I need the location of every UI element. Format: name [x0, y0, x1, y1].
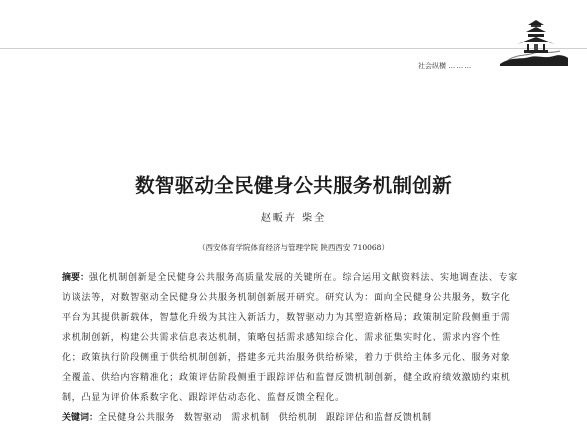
keywords-label: 关键词： [62, 413, 99, 423]
column-name: 社会纵横 [418, 62, 446, 70]
authors: 赵畈卉 柴全 [260, 213, 327, 224]
affiliation: （西安体育学院体育经济与管理学院 陕西西安 710068） [198, 243, 389, 252]
keyword: 全民健身公共服务 [98, 413, 175, 423]
keywords [62, 408, 532, 428]
keyword: 数智驱动 [183, 413, 223, 423]
keyword: 跟踪评估和监督反馈机制 [326, 413, 432, 423]
column-dots: ……… [448, 62, 473, 70]
pavilion-logo-icon [498, 20, 570, 66]
abstract-text: 强化机制创新是全民健身公共服务高质量发展的关键所在。综合运用文献资料法、实地调查法、专家访谈法等，对数智驱动全民健身公共服务机制创新展开研究。研究认为：面向全民健身公共服务，数字化平台为其提供新载体，智慧化升级为其注入新活力，数智驱动力为其塑造新格局；政策制定阶段侧重于需求机制创新，构建公共需求信息表达机制，策略包括需求感知综合化、需求征集实时化、需求内容个性化；政策执行阶段侧重于供给机制创新，搭建多元共治服务供给桥梁，着力于供给主体多元化、服务对象全覆盖、供给内容精准化；政策评估阶段侧重于跟踪评估和监督反馈机制创新，健全政府绩效激励约束机制，凸显为评价体系数字化、跟踪评估动态化、监督反馈全程化。 [62, 273, 519, 403]
abstract-label: 摘要： [62, 273, 90, 283]
column-tag [418, 61, 472, 71]
keyword: 需求机制 [231, 413, 270, 423]
paper-title: 数智驱动全民健身公共服务机制创新 [135, 174, 452, 197]
abstract [62, 268, 520, 408]
keyword: 供给机制 [278, 413, 318, 423]
